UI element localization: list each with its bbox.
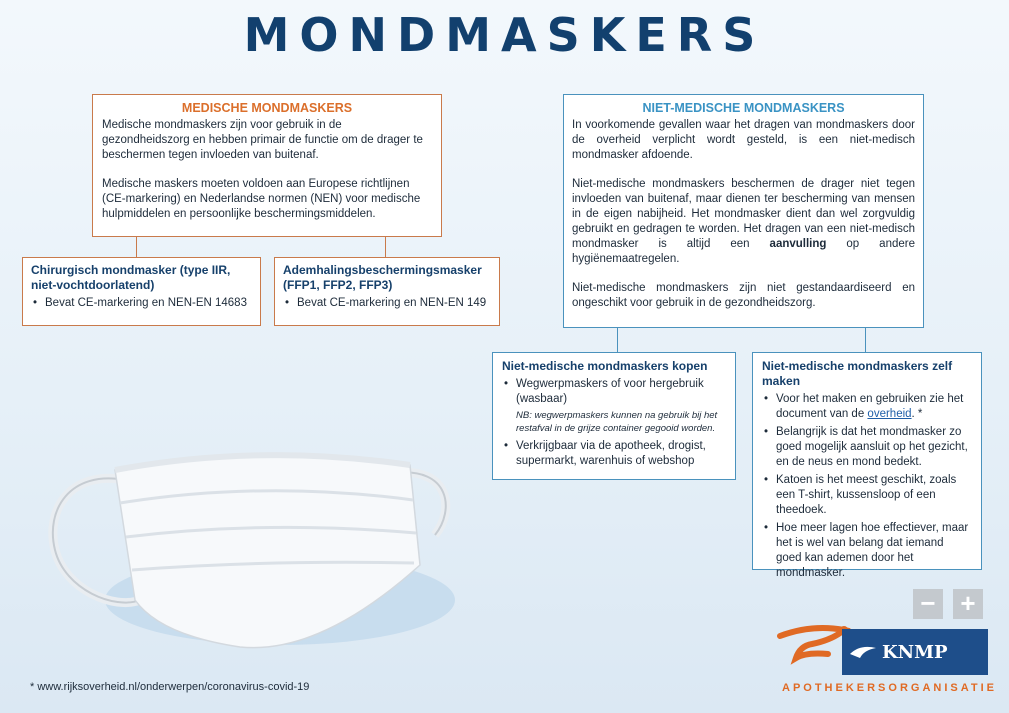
zoom-in-button[interactable]: + bbox=[953, 589, 983, 619]
knmp-logo bbox=[842, 629, 988, 675]
surgical-mask-heading: Chirurgisch mondmasker (type IIR, niet-vochtdoorlatend) bbox=[31, 263, 231, 292]
list-item: • Voor het maken en gebruiken zie het document van de overheid. * bbox=[762, 392, 972, 422]
organisation-name: APOTHEKERSORGANISATIE bbox=[782, 682, 997, 694]
non-medical-masks-text-2: Niet-medische mondmaskers beschermen de drager niet tegen invloeden van buitenaf, maar dienen ter bescherming van mensen in de eigen nabijheid. Het mondmasker dient dan wel zorgvuldig gebruikt en gedragen te worden. Het dragen van een niet-medisch mondmasker is altijd een aanvulling op andere hygiënemaatregelen. bbox=[572, 178, 915, 265]
zoom-out-button[interactable]: − bbox=[913, 589, 943, 619]
list-item: • Belangrijk is dat het mondmasker zo goed mogelijk aansluit op het gezicht, en de neus en mond bedekt. bbox=[762, 425, 972, 470]
respirator-mask-box bbox=[274, 257, 500, 326]
connector-line bbox=[617, 328, 618, 352]
face-mask-image bbox=[30, 425, 470, 665]
knmp-logo-text: KNMP bbox=[882, 641, 948, 663]
make-masks-box bbox=[752, 352, 982, 579]
connector-line bbox=[865, 328, 866, 352]
list-item: • Wegwerpmaskers of voor hergebruik (wasbaar) NB: wegwerpmaskers kunnen na gebruik bij het restafval in de grijze container gegooid worden. bbox=[502, 377, 726, 435]
medical-masks-text-1: Medische mondmaskers zijn voor gebruik in de gezondheidszorg en hebben primair de functie om de drager te beschermen tegen invloeden van buitenaf. bbox=[102, 119, 423, 161]
snake-logo-icon bbox=[772, 614, 852, 674]
list-item: • Bevat CE-markering en NEN-EN 14683 bbox=[31, 296, 252, 311]
non-medical-masks-heading: NIET-MEDISCHE MONDMASKERS bbox=[642, 101, 845, 115]
respirator-mask-heading: Ademhalingsbeschermingsmasker (FFP1, FFP2, FFP3) bbox=[283, 263, 482, 292]
list-item: • Verkrijgbaar via de apotheek, drogist, supermarkt, warenhuis of webshop bbox=[502, 439, 726, 469]
connector-line bbox=[136, 237, 137, 257]
medical-masks-text-2: Medische maskers moeten voldoen aan Europese richtlijnen (CE-markering) en Nederlandse normen (NEN) voor medische hulpmiddelen en persoonlijke beschermingsmiddelen. bbox=[102, 178, 421, 220]
surgical-mask-list bbox=[31, 296, 252, 311]
list-item: • Hoe meer lagen hoe effectiever, maar het is wel van belang dat iemand goed kan ademen door het mondmasker. bbox=[762, 521, 972, 581]
make-masks-heading: Niet-medische mondmaskers zelf maken bbox=[762, 359, 953, 388]
non-medical-masks-text-3: Niet-medische mondmaskers zijn niet gestandaardiseerd en ongeschikt voor gebruik in de gezondheidszorg. bbox=[572, 282, 915, 309]
buy-masks-list bbox=[502, 377, 726, 469]
connector-line bbox=[385, 237, 386, 257]
non-medical-masks-text-1: In voorkomende gevallen waar het dragen van mondmaskers door de overheid verplicht wordt gesteld, is een niet-medisch mondmasker afdoende. bbox=[572, 119, 915, 161]
buy-masks-heading: Niet-medische mondmaskers kopen bbox=[502, 359, 708, 373]
government-link[interactable]: overheid bbox=[867, 408, 912, 420]
bird-logo-icon bbox=[848, 642, 878, 662]
list-item: • Katoen is het meest geschikt, zoals een T-shirt, kussensloop of een theedoek. bbox=[762, 473, 972, 518]
buy-masks-box bbox=[492, 352, 736, 480]
non-medical-masks-box bbox=[563, 94, 924, 328]
footnote-source: * www.rijksoverheid.nl/onderwerpen/coronavirus-covid-19 bbox=[30, 681, 310, 693]
respirator-mask-list bbox=[283, 296, 491, 311]
make-masks-list bbox=[762, 392, 972, 581]
surgical-mask-box bbox=[22, 257, 261, 326]
page-title: MONDMASKERS bbox=[243, 8, 766, 62]
medical-masks-box bbox=[92, 94, 442, 237]
list-item: • Bevat CE-markering en NEN-EN 149 bbox=[283, 296, 491, 311]
medical-masks-heading: MEDISCHE MONDMASKERS bbox=[181, 101, 353, 115]
disposal-note: NB: wegwerpmaskers kunnen na gebruik bij het restafval in de grijze container gegooid worden. bbox=[516, 410, 718, 434]
